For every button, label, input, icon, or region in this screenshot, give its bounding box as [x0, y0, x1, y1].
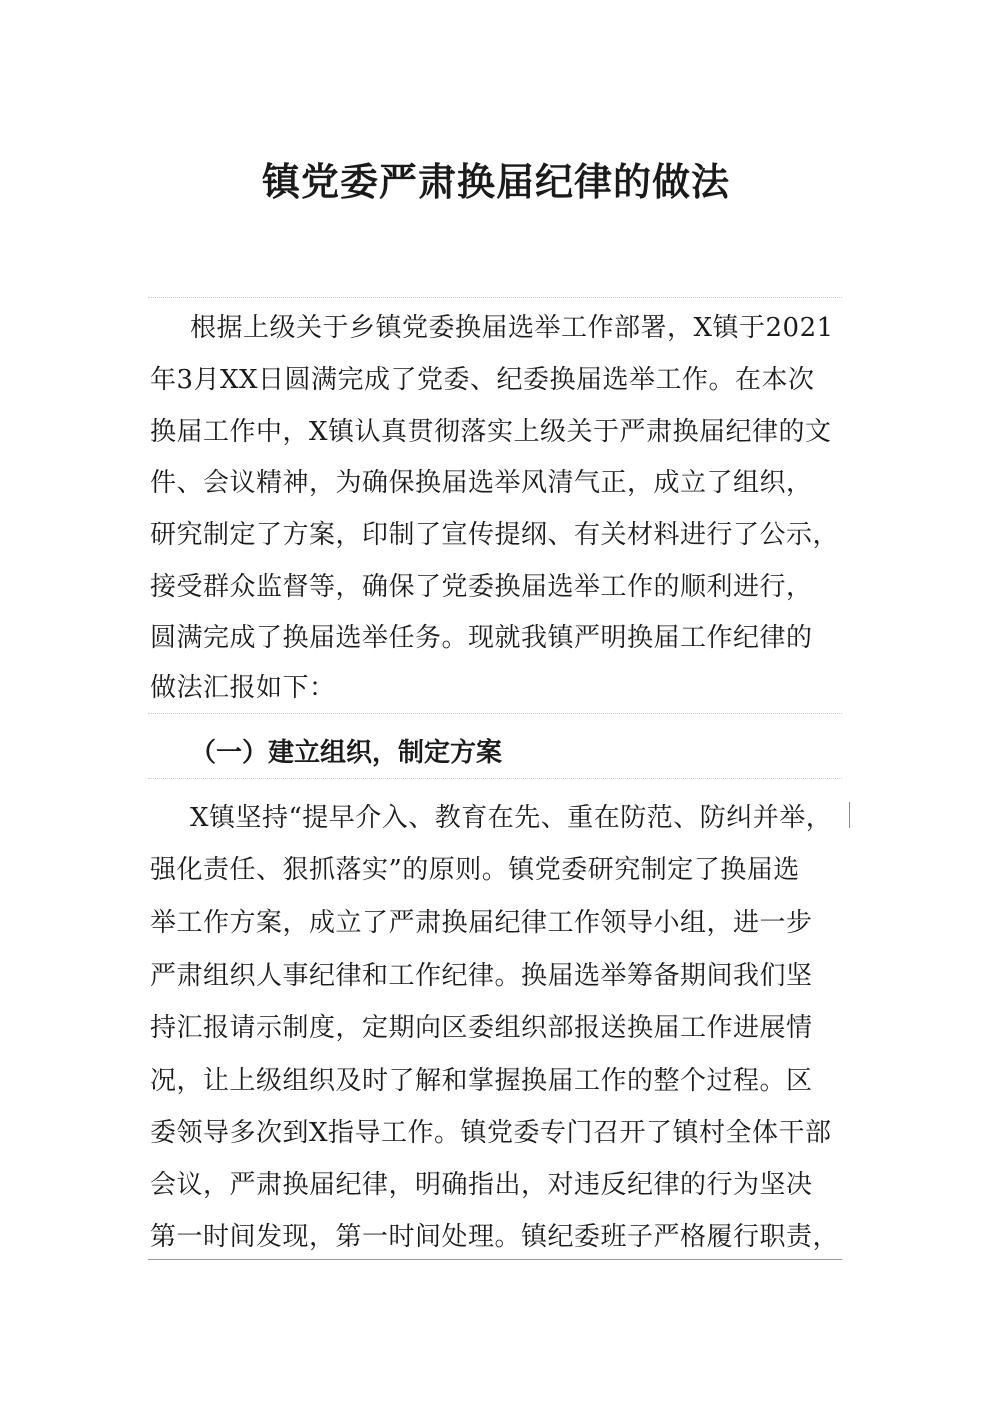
margin-mark: [849, 802, 850, 828]
paragraph-line: 委领导多次到X指导工作。镇党委专门召开了镇村全体干部: [150, 1118, 832, 1148]
paragraph-line: 件、会议精神，为确保换届选举风清气正，成立了组织，: [150, 468, 813, 498]
divider-line: [148, 713, 842, 714]
paragraph-line: 强化责任、狠抓落实”的原则。镇党委研究制定了换届选: [150, 855, 800, 885]
paragraph-line: 持汇报请示制度，定期向区委组织部报送换届工作进展情: [150, 1013, 813, 1043]
paragraph-line: 年3月XX日圆满完成了党委、纪委换届选举工作。在本次: [150, 365, 815, 395]
paragraph-line: X镇坚持“提早介入、教育在先、重在防范、防纠并举，: [190, 803, 833, 833]
paragraph-line: 根据上级关于乡镇党委换届选举工作部署，X镇于2021: [190, 313, 834, 343]
paragraph-line: 接受群众监督等，确保了党委换届选举工作的顺利进行，: [150, 572, 813, 602]
divider-line: [148, 297, 842, 298]
paragraph-line: 会议，严肃换届纪律，明确指出，对违反纪律的行为坚决: [150, 1170, 813, 1200]
paragraph-line: 严肃组织人事纪律和工作纪律。换届选举筹备期间我们坚: [150, 961, 813, 991]
paragraph-line: 况，让上级组织及时了解和掌握换届工作的整个过程。区: [150, 1066, 813, 1096]
divider-line: [148, 1259, 842, 1260]
paragraph-line: 换届工作中，X镇认真贯彻落实上级关于严肃换届纪律的文: [150, 417, 832, 447]
paragraph-line: 第一时间发现，第一时间处理。镇纪委班子严格履行职责，: [150, 1222, 840, 1252]
page-title: 镇党委严肃换届纪律的做法: [261, 159, 730, 204]
paragraph-line: 做法汇报如下：: [150, 673, 336, 703]
divider-line: [148, 778, 842, 779]
paragraph-line: 研究制定了方案，印制了宣传提纲、有关材料进行了公示，: [150, 520, 840, 550]
paragraph-line: 圆满完成了换届选举任务。现就我镇严明换届工作纪律的: [150, 623, 813, 653]
section-heading: （一）建立组织，制定方案: [190, 738, 503, 768]
paragraph-line: 举工作方案，成立了严肃换届纪律工作领导小组，进一步: [150, 908, 813, 938]
